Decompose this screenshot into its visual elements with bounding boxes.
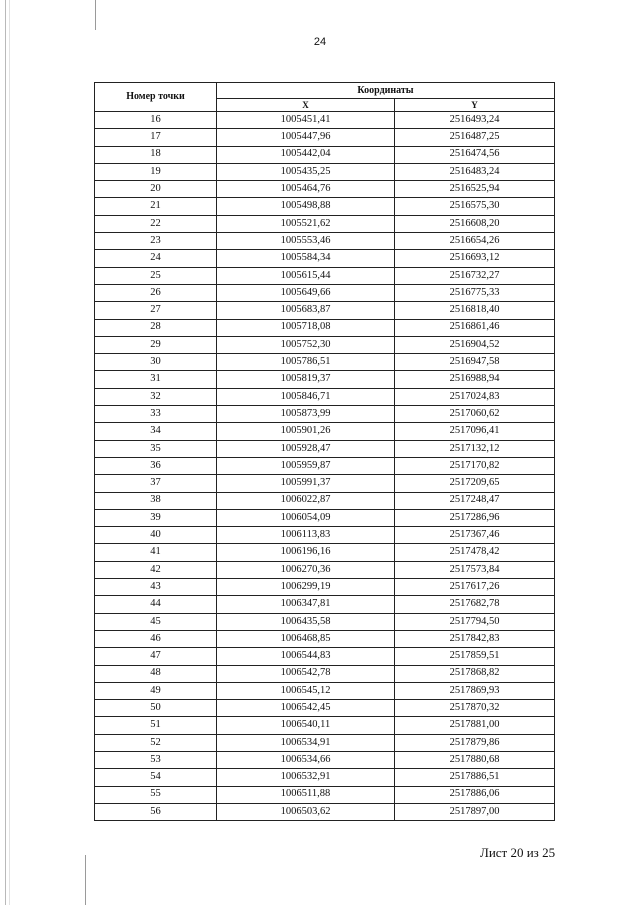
y-coordinate-cell: 2516693,12 [395,250,555,267]
y-coordinate-cell: 2517897,00 [395,803,555,820]
y-coordinate-cell: 2517573,84 [395,561,555,578]
point-number-cell: 28 [95,319,217,336]
table-row [95,579,555,596]
point-number-cell: 18 [95,146,217,163]
table-row [95,561,555,578]
y-coordinate-cell: 2517886,51 [395,769,555,786]
table-row [95,803,555,820]
y-coordinate-cell: 2516487,25 [395,129,555,146]
y-coordinate-cell: 2517868,82 [395,665,555,682]
point-number-cell: 25 [95,267,217,284]
x-coordinate-cell: 1005991,37 [217,475,395,492]
point-number-cell: 56 [95,803,217,820]
y-coordinate-cell: 2516493,24 [395,112,555,129]
table-row [95,769,555,786]
y-coordinate-cell: 2517859,51 [395,648,555,665]
x-coordinate-cell: 1005718,08 [217,319,395,336]
x-coordinate-cell: 1005752,30 [217,336,395,353]
y-coordinate-cell: 2517132,12 [395,440,555,457]
x-coordinate-cell: 1006022,87 [217,492,395,509]
point-number-cell: 54 [95,769,217,786]
header-x: X [217,99,395,112]
table-row [95,284,555,301]
x-coordinate-cell: 1006534,66 [217,751,395,768]
point-number-cell: 32 [95,388,217,405]
x-coordinate-cell: 1005959,87 [217,457,395,474]
x-coordinate-cell: 1005928,47 [217,440,395,457]
point-number-cell: 38 [95,492,217,509]
table-row [95,648,555,665]
x-coordinate-cell: 1006054,09 [217,509,395,526]
x-coordinate-cell: 1005819,37 [217,371,395,388]
margin-mark-bottom [85,855,86,905]
x-coordinate-cell: 1005553,46 [217,233,395,250]
x-coordinate-cell: 1006542,45 [217,700,395,717]
y-coordinate-cell: 2517842,83 [395,630,555,647]
table-row [95,786,555,803]
x-coordinate-cell: 1006270,36 [217,561,395,578]
y-coordinate-cell: 2516575,30 [395,198,555,215]
header-point-number: Номер точки [95,83,217,112]
x-coordinate-cell: 1006468,85 [217,630,395,647]
y-coordinate-cell: 2516947,58 [395,354,555,371]
x-coordinate-cell: 1006540,11 [217,717,395,734]
x-coordinate-cell: 1005447,96 [217,129,395,146]
table-row [95,596,555,613]
table-row [95,751,555,768]
point-number-cell: 44 [95,596,217,613]
y-coordinate-cell: 2517794,50 [395,613,555,630]
y-coordinate-cell: 2517617,26 [395,579,555,596]
y-coordinate-cell: 2516775,33 [395,284,555,301]
y-coordinate-cell: 2516861,46 [395,319,555,336]
x-coordinate-cell: 1006113,83 [217,527,395,544]
x-coordinate-cell: 1005615,44 [217,267,395,284]
x-coordinate-cell: 1006545,12 [217,682,395,699]
point-number-cell: 19 [95,163,217,180]
point-number-cell: 22 [95,215,217,232]
y-coordinate-cell: 2517880,68 [395,751,555,768]
y-coordinate-cell: 2516525,94 [395,181,555,198]
x-coordinate-cell: 1006544,83 [217,648,395,665]
table-row [95,406,555,423]
point-number-cell: 47 [95,648,217,665]
table-row [95,146,555,163]
x-coordinate-cell: 1005683,87 [217,302,395,319]
table-row [95,302,555,319]
point-number-cell: 48 [95,665,217,682]
y-coordinate-cell: 2516474,56 [395,146,555,163]
point-number-cell: 51 [95,717,217,734]
point-number-cell: 16 [95,112,217,129]
x-coordinate-cell: 1005451,41 [217,112,395,129]
page-number: 24 [313,36,327,48]
y-coordinate-cell: 2517096,41 [395,423,555,440]
point-number-cell: 21 [95,198,217,215]
scan-edge-line-faint [9,0,10,905]
point-number-cell: 46 [95,630,217,647]
point-number-cell: 43 [95,579,217,596]
table-row [95,198,555,215]
point-number-cell: 49 [95,682,217,699]
coordinates-table [94,82,555,821]
header-coordinates: Координаты [217,83,555,99]
table-row [95,630,555,647]
table-row [95,319,555,336]
table-row [95,734,555,751]
table-row [95,388,555,405]
table-row [95,717,555,734]
y-coordinate-cell: 2517170,82 [395,457,555,474]
y-coordinate-cell: 2516818,40 [395,302,555,319]
table-row [95,700,555,717]
point-number-cell: 36 [95,457,217,474]
y-coordinate-cell: 2517682,78 [395,596,555,613]
y-coordinate-cell: 2517879,86 [395,734,555,751]
x-coordinate-cell: 1005435,25 [217,163,395,180]
table-row [95,267,555,284]
x-coordinate-cell: 1006542,78 [217,665,395,682]
table-row [95,354,555,371]
table-row [95,509,555,526]
y-coordinate-cell: 2517060,62 [395,406,555,423]
sheet-label: Лист 20 из 25 [480,845,556,860]
x-coordinate-cell: 1005873,99 [217,406,395,423]
y-coordinate-cell: 2517478,42 [395,544,555,561]
x-coordinate-cell: 1005901,26 [217,423,395,440]
x-coordinate-cell: 1005649,66 [217,284,395,301]
point-number-cell: 52 [95,734,217,751]
x-coordinate-cell: 1006347,81 [217,596,395,613]
point-number-cell: 30 [95,354,217,371]
table-row [95,457,555,474]
x-coordinate-cell: 1006532,91 [217,769,395,786]
point-number-cell: 34 [95,423,217,440]
x-coordinate-cell: 1005442,04 [217,146,395,163]
point-number-cell: 35 [95,440,217,457]
y-coordinate-cell: 2516988,94 [395,371,555,388]
x-coordinate-cell: 1006511,88 [217,786,395,803]
table-row [95,250,555,267]
x-coordinate-cell: 1005498,88 [217,198,395,215]
table-row [95,163,555,180]
table-row [95,613,555,630]
scan-edge-line [5,0,6,905]
point-number-cell: 27 [95,302,217,319]
x-coordinate-cell: 1005521,62 [217,215,395,232]
y-coordinate-cell: 2516608,20 [395,215,555,232]
point-number-cell: 20 [95,181,217,198]
x-coordinate-cell: 1006435,58 [217,613,395,630]
y-coordinate-cell: 2516904,52 [395,336,555,353]
point-number-cell: 33 [95,406,217,423]
x-coordinate-cell: 1005786,51 [217,354,395,371]
table-row [95,129,555,146]
table-row [95,233,555,250]
point-number-cell: 42 [95,561,217,578]
x-coordinate-cell: 1006534,91 [217,734,395,751]
y-coordinate-cell: 2517881,00 [395,717,555,734]
table-row [95,665,555,682]
point-number-cell: 23 [95,233,217,250]
table-row [95,371,555,388]
y-coordinate-cell: 2517024,83 [395,388,555,405]
table-row [95,336,555,353]
y-coordinate-cell: 2516483,24 [395,163,555,180]
x-coordinate-cell: 1005584,34 [217,250,395,267]
point-number-cell: 45 [95,613,217,630]
y-coordinate-cell: 2517886,06 [395,786,555,803]
y-coordinate-cell: 2517367,46 [395,527,555,544]
point-number-cell: 17 [95,129,217,146]
table-row [95,112,555,129]
x-coordinate-cell: 1005464,76 [217,181,395,198]
y-coordinate-cell: 2516654,26 [395,233,555,250]
table-row [95,475,555,492]
x-coordinate-cell: 1006503,62 [217,803,395,820]
point-number-cell: 39 [95,509,217,526]
header-y: Y [395,99,555,112]
y-coordinate-cell: 2517869,93 [395,682,555,699]
point-number-cell: 31 [95,371,217,388]
table-row [95,527,555,544]
point-number-cell: 24 [95,250,217,267]
point-number-cell: 29 [95,336,217,353]
table-row [95,423,555,440]
point-number-cell: 55 [95,786,217,803]
table-row [95,440,555,457]
point-number-cell: 37 [95,475,217,492]
x-coordinate-cell: 1006299,19 [217,579,395,596]
table-body [95,112,555,821]
margin-mark-top [95,0,96,30]
y-coordinate-cell: 2517209,65 [395,475,555,492]
table-row [95,181,555,198]
x-coordinate-cell: 1005846,71 [217,388,395,405]
point-number-cell: 50 [95,700,217,717]
table-row [95,544,555,561]
y-coordinate-cell: 2516732,27 [395,267,555,284]
table-row [95,682,555,699]
y-coordinate-cell: 2517870,32 [395,700,555,717]
point-number-cell: 40 [95,527,217,544]
y-coordinate-cell: 2517248,47 [395,492,555,509]
table-row [95,492,555,509]
y-coordinate-cell: 2517286,96 [395,509,555,526]
point-number-cell: 53 [95,751,217,768]
point-number-cell: 41 [95,544,217,561]
point-number-cell: 26 [95,284,217,301]
x-coordinate-cell: 1006196,16 [217,544,395,561]
table-row [95,215,555,232]
